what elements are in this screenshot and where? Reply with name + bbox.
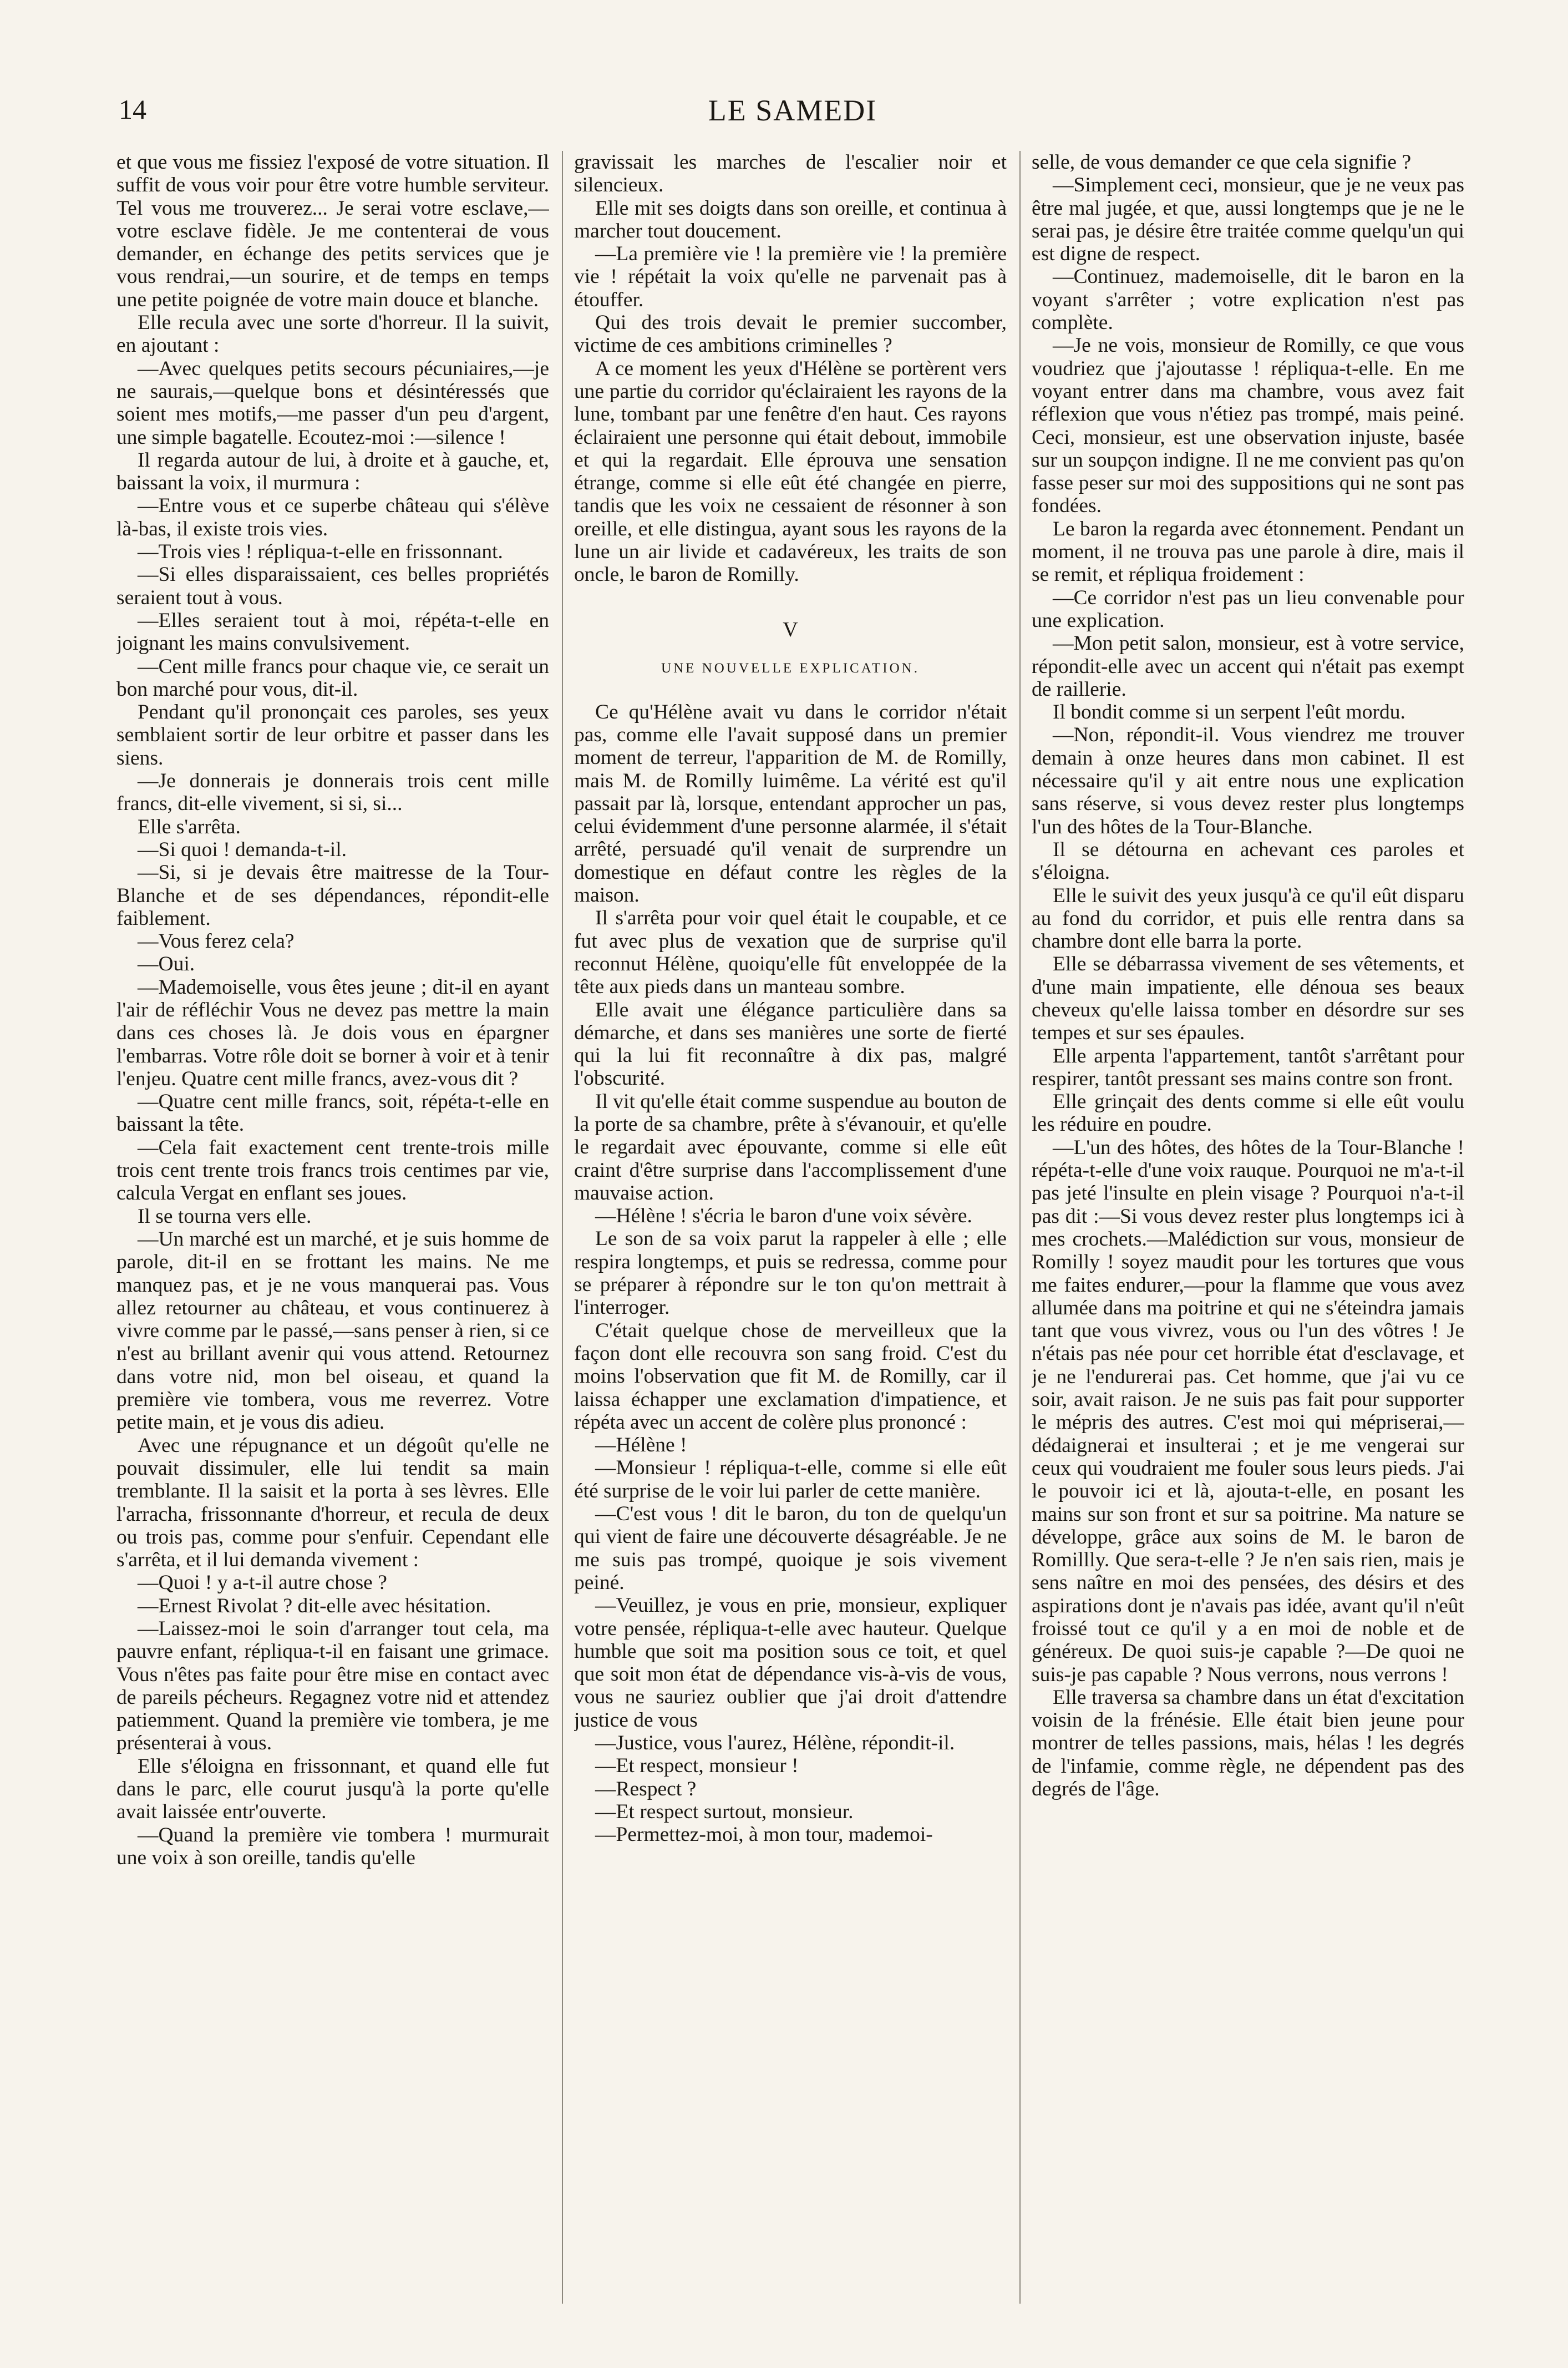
paragraph: —Si elles disparaissaient, ces belles propriétés seraient tout à vous. [116, 563, 549, 609]
paragraph: —Hélène ! [595, 1434, 687, 1457]
paragraph: —Un marché est un marché, et je suis homme de parole, dit-il en se frottant les mains. Ne me manquez pas, et je ne vous manquerai pas. Vous allez retourner au château, et vous continuerez à vivre comme par le passé,—sans penser à rien, si ce n'est au brillant avenir qui vous attend. Retournez dans votre nid, mon bel oiseau, et quand la première vie tombera, vous me reverrez. Votre petite main, et je vous dis adieu. [116, 1227, 549, 1434]
paragraph: et que vous me fissiez l'exposé de votre situation. Il suffit de vous voir pour être votre humble serviteur. Tel vous me trouverez... Je serai votre esclave,—votre esclave fidèle. Je me contenterai de vous demander, en échange des petits services que je vous rendrai,—un sourire, et de temps en temps une petite poignée de votre main douce et blanche. [116, 151, 549, 311]
paragraph: —Si, si je devais être maitresse de la Tour-Blanche et de ses dépendances, répondit-elle faiblement. [116, 861, 549, 930]
paragraph: —L'un des hôtes, des hôtes de la Tour-Blanche ! répéta-t-elle d'une voix rauque. Pourquoi ne m'a-t-il pas jeté l'insulte en plein visage ? Pourquoi n'a-t-il pas dit :—Si vous devez rester plus longtemps ici à mes crochets.—Malédiction sur vous, monsieur de Romilly ! soyez maudit pour les tortures que vous me faites endurer,—pour la flamme que vous avez allumée dans ma poitrine et qui ne s'éteindra jamais tant que vous vivrez, vous ou l'un des vôtres ! Je n'étais pas née pour cet horrible état d'esclavage, et je ne l'endurerai pas. Cet homme, que j'ai vu ce soir, avait raison. Je ne suis pas fait pour supporter le mépris des autres. C'est moi qui mépriserai,—dédaignerai et insulterai ; et je me vengerai sur ceux qui voudraient me fouler sous leurs pieds. J'ai le pouvoir ici et là, ajouta-t-elle, en posant les mains sur son front et sur sa poitrine. Ma nature se développe, grâce aux soins de M. le baron de Romillly. Que sera-t-elle ? Je n'en sais rien, mais je sens naître en moi des pensées, des désirs et des aspirations dont je n'avais pas idée, avant qu'il n'eût froissé tout ce qu'il y a en moi de noble et de généreux. De quoi suis-je capable ?—De quoi ne suis-je pas capable ? Nous verrons, nous verrons ! [1032, 1136, 1464, 1686]
paragraph: —Veuillez, je vous en prie, monsieur, expliquer votre pensée, répliqua-t-elle avec hauteur. Quelque humble que soit ma position sous ce toit, et quel que soit mon état de dépendance vis-à-vis de vous, vous ne sauriez oublier que j'ai droit d'attendre justice de vous [574, 1594, 1007, 1732]
paragraph: —Elles seraient tout à moi, répéta-t-elle en joignant les mains convulsivement. [116, 609, 549, 655]
paragraph: —Mademoiselle, vous êtes jeune ; dit-il en ayant l'air de réfléchir Vous ne devez pas mettre la main dans ces choses là. Je dois vous en épargner l'embarras. Votre rôle doit se borner à voir et à tenir l'enjeu. Quatre cent mille francs, avez-vous dit ? [116, 975, 549, 1090]
paragraph: Il regarda autour de lui, à droite et à gauche, et, baissant la voix, il murmura : [116, 448, 549, 495]
paragraph: —Oui. [138, 953, 195, 976]
paragraph: Ce qu'Hélène avait vu dans le corridor n'était pas, comme elle l'avait supposé dans un premier moment de terreur, l'apparition de M. de Romilly, mais M. de Romilly luimême. La vérité est qu'il passait par là, lorsque, entendant approcher un pas, celui évidemment d'une personne alarmée, il s'était arrêté, persuadé qu'il venait de surprendre un domestique en défaut contre les règles de la maison. [574, 700, 1007, 907]
paragraph: —Avec quelques petits secours pécuniaires,—je ne saurais,—quelque bons et désintéressés que soient mes motifs,—me passer d'un peu d'argent, une simple bagatelle. Ecoutez-moi :—silence ! [116, 357, 549, 449]
paragraph: —Continuez, mademoiselle, dit le baron en la voyant s'arrêter ; votre explication n'est pas complète. [1032, 265, 1464, 335]
paragraph: Elle le suivit des yeux jusqu'à ce qu'il eût disparu au fond du corridor, et puis elle rentra dans sa chambre dont elle barra la porte. [1032, 884, 1464, 953]
paragraph: Elle traversa sa chambre dans un état d'excitation voisin de la frénésie. Elle était bien jeune pour montrer de telles passions, mais, hélas ! les degrés de l'infamie, comme règle, ne dépendent pas des degrés de l'âge. [1032, 1686, 1464, 1801]
paragraph: —Cela fait exactement cent trente-trois mille trois cent trente trois francs trois centimes par vie, calcula Vergat en enflant ses joues. [116, 1136, 549, 1205]
paragraph: Qui des trois devait le premier succomber, victime de ces ambitions criminelles ? [574, 311, 1007, 357]
column-1 [116, 151, 549, 2315]
paragraph: Elle s'éloigna en frissonnant, et quand elle fut dans le parc, elle courut jusqu'à la porte qu'elle avait laissée entr'ouverte. [116, 1754, 549, 1824]
paragraph: —Justice, vous l'aurez, Hélène, répondit-il. [595, 1732, 955, 1754]
paragraph: —Laissez-moi le soin d'arranger tout cela, ma pauvre enfant, répliqua-t-il en faisant une grimace. Vous n'êtes pas faite pour être mise en contact avec de pareils pécheurs. Regagnez votre nid et attendez patiemment. Quand la première vie tombera, je me présenterai à vous. [116, 1617, 549, 1755]
paragraph: A ce moment les yeux d'Hélène se portèrent vers une partie du corridor qu'éclairaient les rayons de la lune, tombant par une fenêtre d'en haut. Ces rayons éclairaient une personne qui était debout, immobile et qui la regardait. Elle éprouva une sensation étrange, comme si elle eût été changée en pierre, tandis que les voix ne cessaient de résonner à son oreille, et elle distingua, ayant sous les rayons de la lune un air livide et cadavéreux, les traits de son oncle, le baron de Romilly. [574, 357, 1007, 586]
paragraph: —Respect ? [595, 1777, 697, 1800]
paragraph: —Simplement ceci, monsieur, que je ne veux pas être mal jugée, et que, aussi longtemps que je ne le serai pas, je désire être traitée comme quelqu'un qui est digne de respect. [1032, 174, 1464, 266]
paragraph: Il bondit comme si un serpent l'eût mordu. [1053, 701, 1405, 724]
paragraph: —Entre vous et ce superbe château qui s'élève là-bas, il existe trois vies. [116, 494, 549, 540]
paragraph: —Et respect surtout, monsieur. [595, 1800, 854, 1823]
paragraph: Il se tourna vers elle. [138, 1205, 312, 1228]
paragraph: Avec une répugnance et un dégoût qu'elle ne pouvait dissimuler, elle lui tendit sa main tremblante. Il la saisit et la porta à ses lèvres. Elle l'arracha, frissonnante d'horreur, et recula de deux ou trois pas, comme pour s'enfuir. Cependant elle s'arrêta, et il lui demanda vivement : [116, 1434, 549, 1572]
paragraph: —Non, répondit-il. Vous viendrez me trouver demain à onze heures dans mon cabinet. Il est nécessaire qu'il y ait entre nous une explication sans réserve, si vous devez rester plus longtemps l'un des hôtes de la Tour-Blanche. [1032, 723, 1464, 838]
paragraph: Pendant qu'il prononçait ces paroles, ses yeux semblaient sortir de leur orbitre et passer dans les siens. [116, 701, 549, 770]
paragraph: Il se détourna en achevant ces paroles et s'éloigna. [1032, 838, 1464, 884]
running-title: LE SAMEDI [708, 94, 877, 127]
page-number: 14 [119, 94, 146, 125]
paragraph: —Quatre cent mille francs, soit, répéta-t-elle en baissant la tête. [116, 1090, 549, 1136]
paragraph: Il s'arrêta pour voir quel était le coupable, et ce fut avec plus de vexation que de surprise qu'il reconnut Hélène, quoiqu'elle fût enveloppée de la tête aux pieds dans un manteau sombre. [574, 907, 1007, 999]
paragraph: —Je ne vois, monsieur de Romilly, ce que vous voudriez que j'ajoutasse ! répliqua-t-elle. En me voyant entrer dans ma chambre, vous avez fait réflexion que vous n'étiez pas trompé, mais peiné. Ceci, monsieur, est une observation injuste, basée sur un soupçon indigne. Il ne me convient pas qu'on fasse peser sur moi des suppositions qui ne sont pas fondées. [1032, 334, 1464, 518]
paragraph: gravissait les marches de l'escalier noir et silencieux. [574, 151, 1007, 197]
paragraph: —Ernest Rivolat ? dit-elle avec hésitation. [138, 1594, 491, 1617]
page-header [119, 93, 1466, 143]
paragraph: —Permettez-moi, à mon tour, mademoi- [595, 1823, 933, 1846]
paragraph: Elle arpenta l'appartement, tantôt s'arrêtant pour respirer, tantôt pressant ses mains contre son front. [1032, 1044, 1464, 1090]
paragraph: —Quand la première vie tombera ! murmurait une voix à son oreille, tandis qu'elle [116, 1823, 549, 1869]
paragraph: Elle mit ses doigts dans son oreille, et continua à marcher tout doucement. [574, 196, 1007, 242]
paragraph: —Je donnerais je donnerais trois cent mille francs, dit-elle vivement, si si, si... [116, 770, 549, 816]
column-3 [1032, 151, 1464, 2315]
paragraph: —Cent mille francs pour chaque vie, ce serait un bon marché pour vous, dit-il. [116, 655, 549, 701]
paragraph: —Monsieur ! répliqua-t-elle, comme si elle eût été surprise de le voir lui parler de cette manière. [574, 1456, 1007, 1502]
paragraph: —Mon petit salon, monsieur, est à votre service, répondit-elle avec un accent qui n'était pas exempt de raillerie. [1032, 632, 1464, 701]
paragraph: Le son de sa voix parut la rappeler à elle ; elle respira longtemps, et puis se redressa, comme pour se préparer à répondre sur le ton qu'on mettrait à l'interroger. [574, 1227, 1007, 1319]
column-2-paragraphs-after-chapter [574, 701, 1007, 1846]
paragraph: Elle grinçait des dents comme si elle eût voulu les réduire en poudre. [1032, 1090, 1464, 1136]
chapter-number: V [783, 618, 798, 641]
paragraph: —C'est vous ! dit le baron, du ton de quelqu'un qui vient de faire une découverte désagréable. Je ne me suis pas trompé, quoique je sois vivement peiné. [574, 1502, 1007, 1594]
paragraph: Il vit qu'elle était comme suspendue au bouton de la porte de sa chambre, prête à s'évanouir, et qu'elle le regardait avec épouvante, comme si elle eût craint d'être surprise dans l'accomplissement d'une mauvaise action. [574, 1090, 1007, 1205]
column-2-paragraphs-before-chapter [574, 151, 1007, 586]
paragraph: —Et respect, monsieur ! [595, 1754, 799, 1778]
paragraph: selle, de vous demander ce que cela signifie ? [1032, 151, 1412, 174]
paragraph: Elle se débarrassa vivement de ses vêtements, et d'une main impatiente, elle dénoua ses beaux cheveux qu'elle laissa tomber en désordre sur ses tempes et sur ses épaules. [1032, 953, 1464, 1045]
column-2 [574, 151, 1007, 2315]
paragraph: —Trois vies ! répliqua-t-elle en frissonnant. [138, 540, 503, 564]
paragraph: Elle s'arrêta. [138, 815, 241, 838]
paragraph: —La première vie ! la première vie ! la première vie ! répétait la voix qu'elle ne parvenait pas à étouffer. [574, 242, 1007, 311]
paragraph: Elle recula avec une sorte d'horreur. Il la suivit, en ajoutant : [116, 311, 549, 357]
text-columns [116, 151, 1470, 2320]
paragraph: —Ce corridor n'est pas un lieu convenable pour une explication. [1032, 586, 1464, 632]
paragraph: C'était quelque chose de merveilleux que la façon dont elle recouvra son sang froid. C'est du moins l'observation que fit M. de Romilly, car il laissa échapper une exclamation d'impatience, et répéta avec un accent de colère plus prononcé : [574, 1319, 1007, 1434]
paragraph: Elle avait une élégance particulière dans sa démarche, et dans ses manières une sorte de fierté qui la lui fit reconnaître à dix pas, malgré l'obscurité. [574, 998, 1007, 1090]
paragraph: —Si quoi ! demanda-t-il. [138, 838, 347, 861]
paragraph: —Quoi ! y a-t-il autre chose ? [138, 1571, 387, 1595]
paragraph: —Hélène ! s'écria le baron d'une voix sévère. [595, 1205, 972, 1228]
paragraph: —Vous ferez cela? [138, 930, 295, 953]
chapter-title: UNE NOUVELLE EXPLICATION. [661, 660, 920, 676]
paragraph: Le baron la regarda avec étonnement. Pendant un moment, il ne trouva pas une parole à dire, mais il se remit, et répliqua froidement : [1032, 517, 1464, 586]
